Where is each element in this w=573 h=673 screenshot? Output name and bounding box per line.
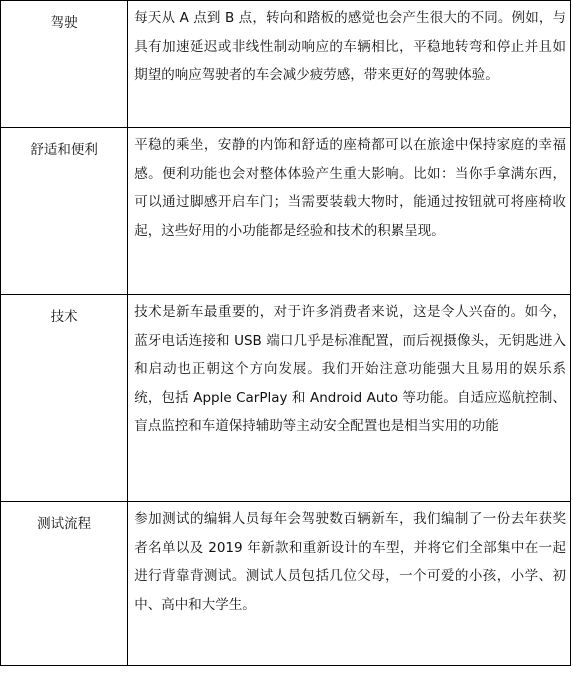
table-row-technology [1,295,571,502]
table-row-driving [1,1,571,128]
row-text: 平稳的乘坐，安静的内饰和舒适的座椅都可以在旅途中保持家庭的幸福感。便利功能也会对整体体验产生重大影响。比如：当你手拿满东西，可以通过脚感开启车门；当需要装载大物时，能通过按钮就可将座椅收起，这些好用的小功能都是经验和技术的积累呈现。 [128,128,571,295]
row-label: 舒适和便利 [1,128,128,295]
row-label: 驾驶 [1,1,128,128]
row-label: 技术 [1,295,128,502]
row-text: 技术是新车最重要的，对于许多消费者来说，这是令人兴奋的。如今，蓝牙电话连接和 USB 端口几乎是标准配置，而后视摄像头，无钥匙进入和启动也正朝这个方向发展。我们开始注意功能强大且易用的娱乐系统，包括 Apple CarPlay 和 Android Auto 等功能。自适应巡航控制、盲点监控和车道保持辅助等主动安全配置也是相当实用的功能 [128,295,571,502]
table-row-testing [1,502,571,666]
row-label: 测试流程 [1,502,128,666]
table-row-comfort [1,128,571,295]
row-text: 每天从 A 点到 B 点，转向和踏板的感觉也会产生很大的不同。例如，与具有加速延迟或非线性制动响应的车辆相比，平稳地转弯和停止并且如期望的响应驾驶者的车会减少疲劳感，带来更好的驾驶体验。 [128,1,571,128]
row-text: 参加测试的编辑人员每年会驾驶数百辆新车，我们编制了一份去年获奖者名单以及 2019 年新款和重新设计的车型，并将它们全部集中在一起进行背靠背测试。测试人员包括几位父母，一个可爱的小孩，小学、初中、高中和大学生。 [128,502,571,666]
